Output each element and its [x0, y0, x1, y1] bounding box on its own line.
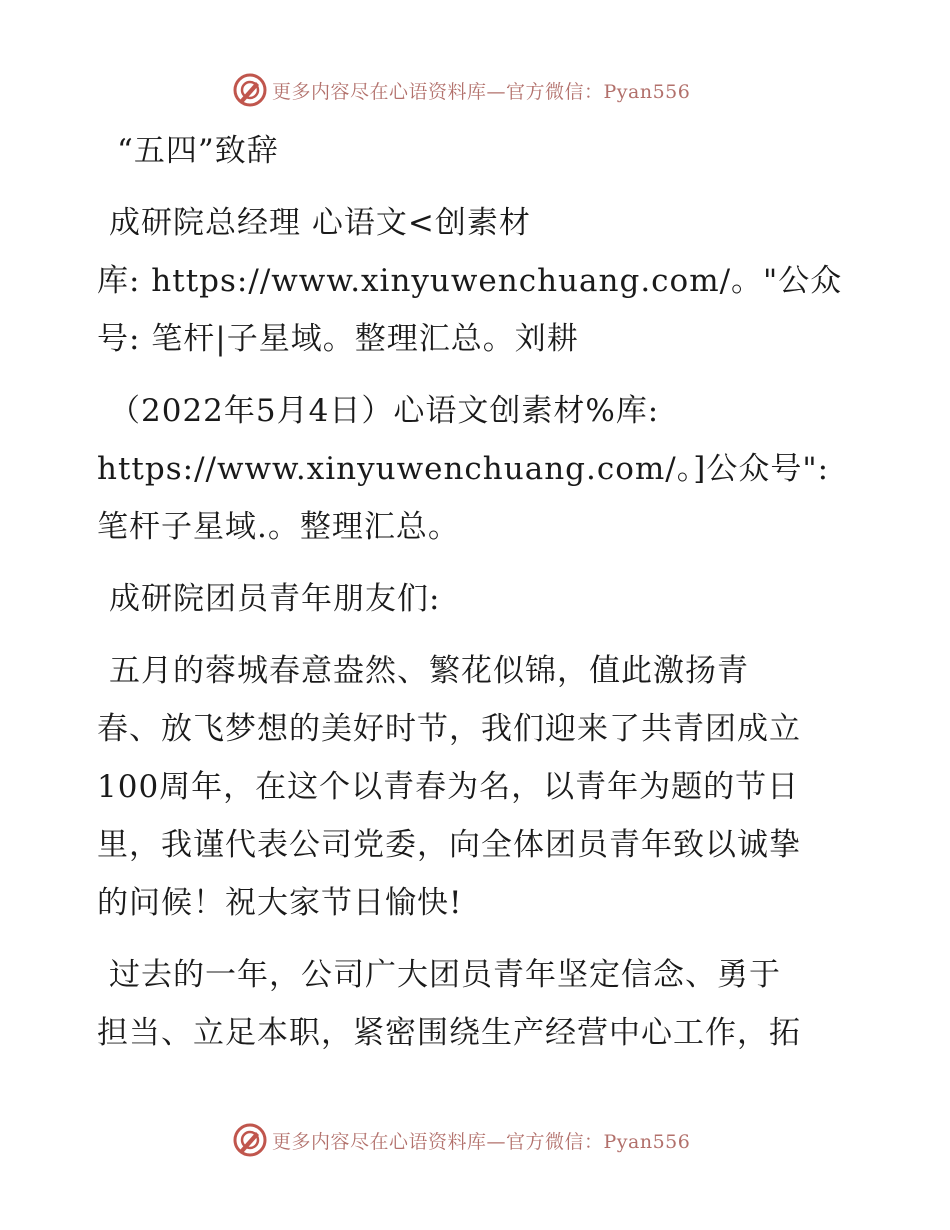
text-line: 号: 笔杆|子星域。整理汇总。刘耕 — [97, 321, 579, 357]
brand-logo-icon — [232, 72, 268, 108]
header-banner — [232, 70, 732, 110]
body-paragraph — [97, 642, 857, 932]
date-line — [97, 382, 857, 556]
text-line: 笔杆子星域.。整理汇总。 — [97, 509, 460, 545]
document-body — [97, 122, 857, 1076]
footer-banner — [232, 1120, 732, 1160]
text-line: 春、放飞梦想的美好时节，我们迎来了共青团成立 — [97, 711, 801, 747]
text-line: https://www.xinyuwenchuang.com/。]公众号": — [97, 451, 830, 487]
brand-logo-icon — [232, 1122, 268, 1158]
text-line: （2022年5月4日）心语文创素材%库: — [109, 393, 660, 429]
text-line: 担当、立足本职，紧密围绕生产经营中心工作，拓 — [97, 1015, 801, 1051]
text-line: 库: https://www.xinyuwenchuang.com/。"公众 — [97, 263, 843, 299]
banner-text: 更多内容尽在心语资料库—官方微信：Pyan556 — [272, 80, 691, 103]
text-line: 100周年，在这个以青春为名，以青年为题的节日 — [97, 769, 800, 805]
text-line: 五月的蓉城春意盎然、繁花似锦，值此激扬青 — [109, 653, 749, 689]
doc-title — [97, 122, 857, 180]
body-paragraph — [97, 946, 857, 1062]
text-line: 的问候！祝大家节日愉快! — [97, 885, 463, 921]
banner-text: 更多内容尽在心语资料库—官方微信：Pyan556 — [272, 1130, 691, 1153]
author-line — [97, 194, 857, 368]
salutation — [97, 570, 857, 628]
text-line: 过去的一年，公司广大团员青年坚定信念、勇于 — [109, 957, 781, 993]
text-line: 成研院总经理 心语文<创素材 — [109, 205, 531, 241]
text-line: 里，我谨代表公司党委，向全体团员青年致以诚挚 — [97, 827, 801, 863]
text-line: “五四”致辞 — [117, 133, 279, 169]
text-line: 成研院团员青年朋友们: — [109, 581, 441, 617]
